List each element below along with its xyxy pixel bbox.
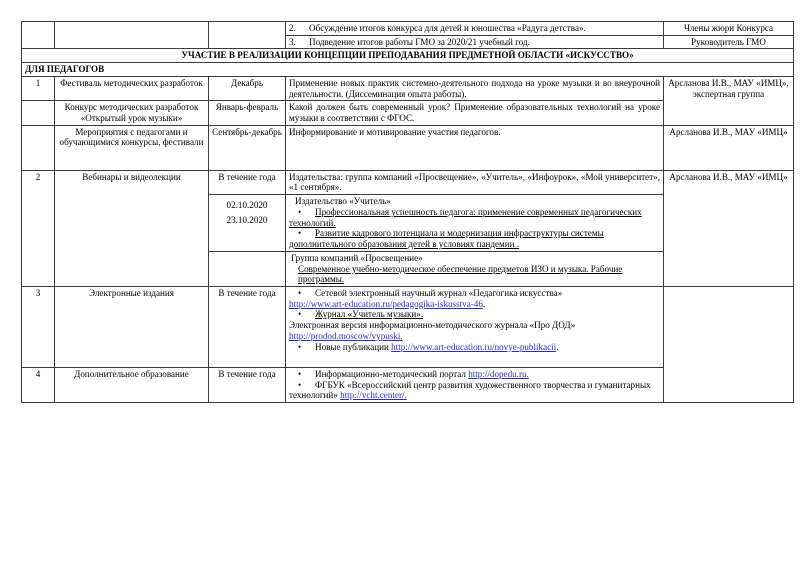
bullet-icon <box>289 342 315 353</box>
bullet-item <box>289 309 660 320</box>
cell-name: Фестиваль методических разработок <box>55 76 209 100</box>
table-row <box>22 76 794 100</box>
cell-num <box>22 125 55 170</box>
link-pedagogika-iskusstva[interactable]: http://www.art-education.ru/pedagogika-iskusstva-46 <box>289 298 483 309</box>
cell-date: Январь-февраль <box>209 101 286 125</box>
bullet-item <box>289 369 660 380</box>
cell-name: Дополнительное образование <box>55 367 209 402</box>
cell-desc-item2 <box>286 22 664 36</box>
cell-name: Вебинары и видеолекции <box>55 170 209 286</box>
cell-desc: Информирование и мотивирование участия педагогов. <box>286 125 664 170</box>
cell-desc-electronic-editions <box>286 286 664 367</box>
cell-desc: Какой должен быть современный урок? Применение образовательных технологий на уроке музыки в соответствии с ФГОС. <box>286 101 664 125</box>
cell-desc-additional-education <box>286 367 664 402</box>
subsection-title: ДЛЯ ПЕДАГОГОВ <box>22 63 794 77</box>
cell-name-empty <box>55 22 209 49</box>
cell-date-empty <box>209 251 286 286</box>
block-item[interactable]: Современное учебно-методическое обеспечение предметов ИЗО и музыка. Рабочие программы. <box>298 263 623 285</box>
table-row <box>22 170 794 194</box>
block-heading: Группа компаний «Просвещение» <box>291 252 423 263</box>
cell-num <box>22 101 55 125</box>
sub-date: 23.10.2020 <box>226 214 268 225</box>
numbered-item <box>289 37 660 48</box>
cell-responsible-empty <box>664 286 794 402</box>
bullet-text: Сетевой электронный научный журнал «Педагогика искусства» <box>315 287 563 298</box>
table-row-subsection-banner <box>22 63 794 77</box>
block-heading: Издательство «Учитель» <box>295 196 391 207</box>
bullet-link-line <box>289 299 660 310</box>
bullet-item <box>289 380 660 401</box>
cell-num: 4 <box>22 367 55 402</box>
cell-date: В течение года <box>209 170 286 194</box>
cell-date: В течение года <box>209 286 286 367</box>
bullet-icon <box>289 207 315 218</box>
link-novye-publikacii[interactable]: http://www.art-education.ru/novye-publikacii <box>391 341 557 352</box>
numbered-item <box>289 23 660 34</box>
table-row <box>22 22 794 36</box>
cell-responsible: Арсланова И.В., МАУ «ИМЦ» <box>664 170 794 286</box>
cell-desc: Применение новых практик системно-деятельного подхода на уроке музыки и во внеурочной деятельности. (Диссеминация опыта работы). <box>286 76 664 100</box>
cell-num: 1 <box>22 76 55 100</box>
cell-responsible: Арсланова И.В., МАУ «ИМЦ» <box>664 125 794 170</box>
tail-punct: . <box>556 341 559 352</box>
tail-punct: . <box>482 298 486 309</box>
bullet-item <box>289 207 660 228</box>
bullet-icon <box>289 228 315 239</box>
bullet-icon <box>289 288 315 299</box>
table-row <box>22 286 794 367</box>
section-title: УЧАСТИЕ В РЕАЛИЗАЦИИ КОНЦЕПЦИИ ПРЕПОДАВАНИЯ ПРЕДМЕТНОЙ ОБЛАСТИ «ИСКУССТВО» <box>22 49 794 63</box>
link-vcht-center[interactable]: http://vcht.center/. <box>340 390 407 401</box>
list-text: Подведение итогов работы ГМО за 2020/21 учебный год. <box>309 36 530 47</box>
bullet-icon <box>289 369 315 380</box>
cell-responsible: Арсланова И.В., МАУ «ИМЦ», экспертная группа <box>664 76 794 125</box>
bullet-text[interactable]: Профессиональная успешность педагога: применение современных педагогических технологий. <box>289 206 642 228</box>
cell-date: В течение года <box>209 367 286 402</box>
link-prodod[interactable]: http://prodod.moscow/vypuski. <box>289 330 403 341</box>
bullet-item <box>289 288 660 299</box>
bullet-icon <box>289 309 315 320</box>
table-row-section-banner <box>22 49 794 63</box>
cell-date-empty <box>209 22 286 49</box>
bullet-icon <box>289 380 315 391</box>
cell-desc-webinars-uchitel <box>286 195 664 252</box>
bullet-text: Информационно-методический портал <box>315 368 466 379</box>
cell-name: Мероприятия с педагогами и обучающимися конкурсы, фестивали <box>55 125 209 170</box>
list-text: Обсуждение итогов конкурса для детей и юношества «Радуга детства». <box>309 23 586 33</box>
sub-date: 02.10.2020 <box>226 200 268 211</box>
bullet-text[interactable]: Журнал «Учитель музыки». <box>315 309 424 320</box>
cell-responsible: Руководитель ГМО <box>664 35 794 49</box>
cell-num: 2 <box>22 170 55 286</box>
note-line: Электронная версия информационно-методического журнала «Про ДОД» <box>289 320 576 331</box>
cell-responsible: Члены жюри Конкурса <box>664 22 794 36</box>
cell-name: Конкурс методических разработок «Открытый урок музыки» <box>55 101 209 125</box>
bullet-item <box>289 228 660 249</box>
list-marker: 2. <box>289 23 296 33</box>
cell-dates <box>209 195 286 252</box>
bullet-link-line <box>289 331 660 342</box>
list-marker: 3. <box>289 36 296 47</box>
cell-num-empty <box>22 22 55 49</box>
cell-name: Электронные издания <box>55 286 209 367</box>
cell-num: 3 <box>22 286 55 367</box>
cell-date: Сентябрь-декабрь <box>209 125 286 170</box>
activity-plan-table <box>21 21 794 403</box>
table-row <box>22 125 794 170</box>
bullet-item <box>289 342 660 353</box>
cell-date: Декабрь <box>209 76 286 100</box>
cell-desc: Издательства: группа компаний «Просвещение», «Учитель», «Инфоурок», «Мой университет», «1 сентября». <box>286 170 664 194</box>
cell-desc-webinars-prosveshchenie <box>286 251 664 286</box>
bullet-text[interactable]: Развитие кадрового потенциала и модернизация инфраструктуры системы дополнительного образования детей в условиях пандемии . <box>289 228 604 250</box>
bullet-text: Новые публикации <box>315 341 389 352</box>
bullet-text: ФГБУК «Всероссийский центр развития художественного творчества и гуманитарных технологий» <box>289 379 651 401</box>
cell-desc-item3 <box>286 35 664 49</box>
link-dopedu[interactable]: http://dopedu.ru. <box>468 368 529 379</box>
